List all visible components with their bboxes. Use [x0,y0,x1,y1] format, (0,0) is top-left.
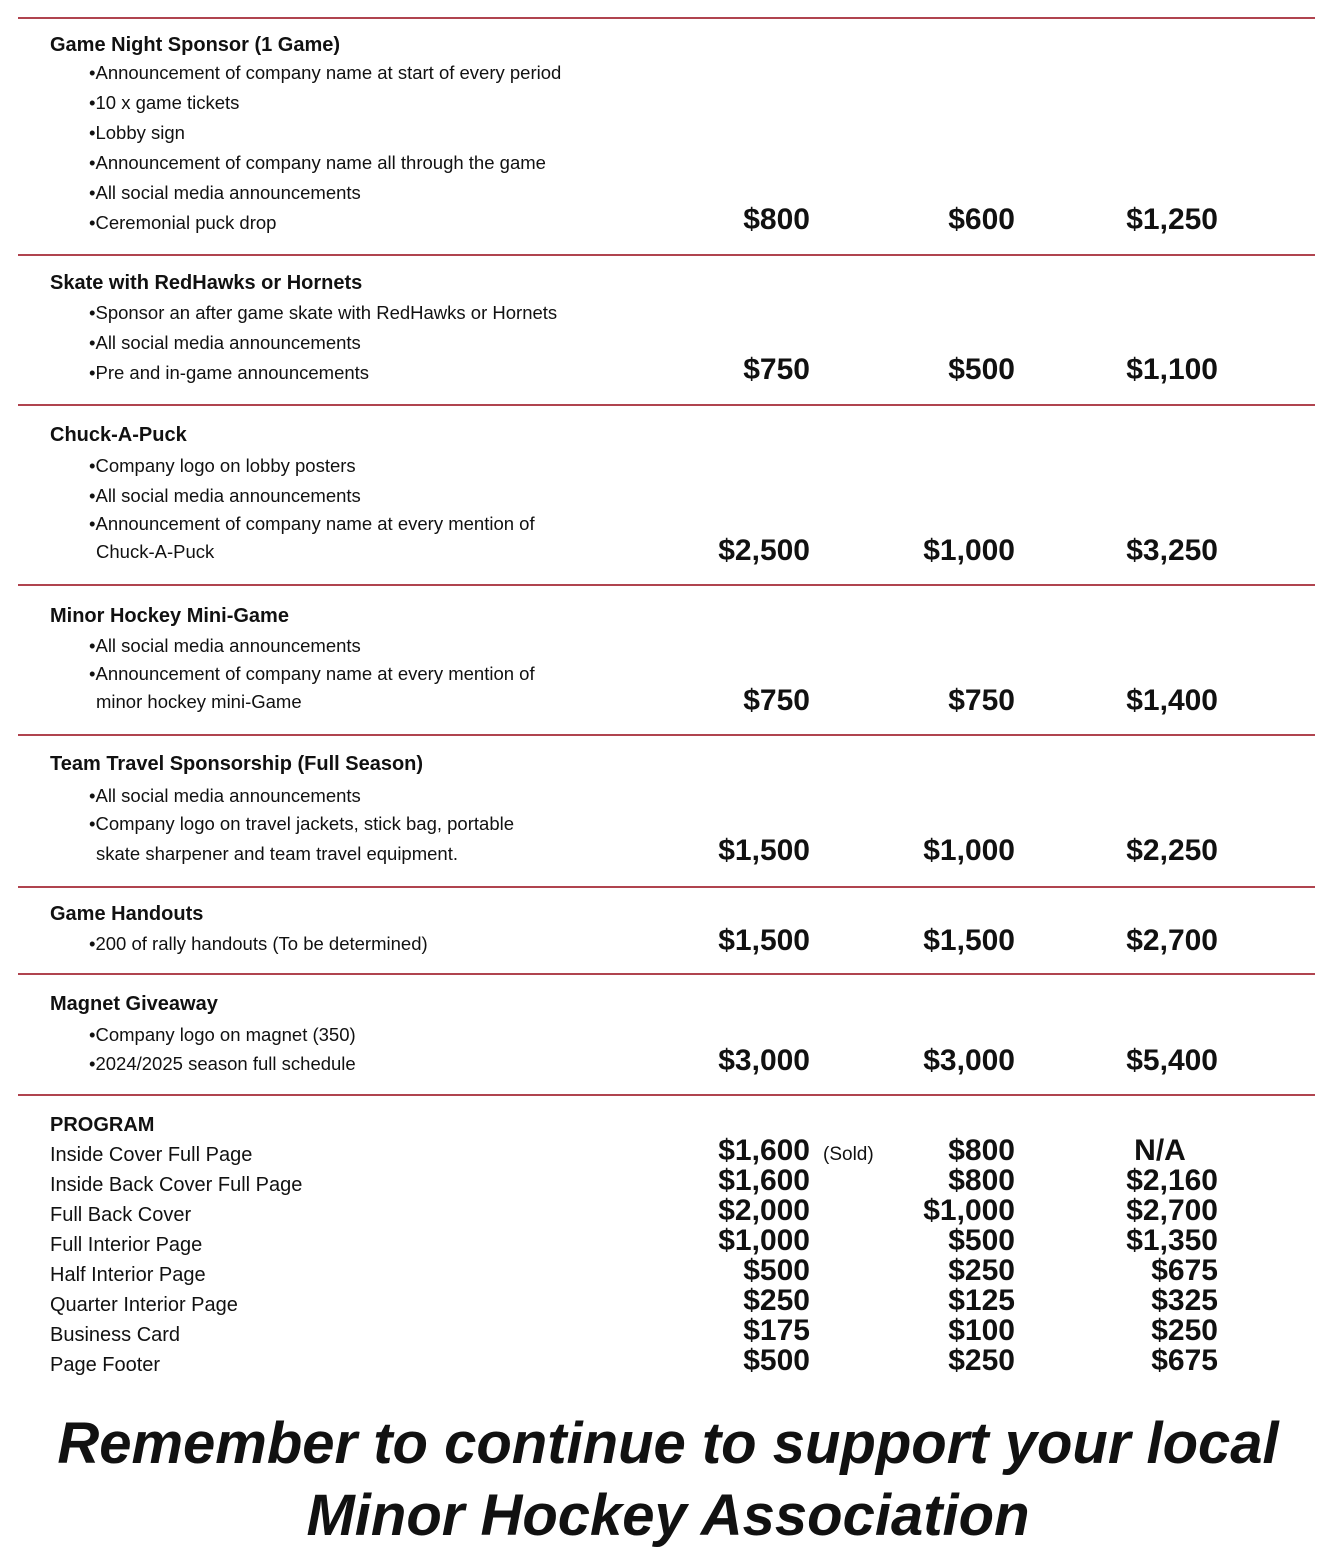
benefit-item: •Pre and in-game announcements [89,362,370,383]
benefit-item: •Lobby sign [89,122,185,143]
price-column-3: $1,400 [1126,684,1218,717]
program-price-2: $800 [948,1134,1015,1167]
price-column-1: $3,000 [718,1044,810,1077]
price-column-2: $500 [948,353,1015,386]
price-column-2: $1,500 [923,924,1015,957]
section-title: Team Travel Sponsorship (Full Season) [50,753,424,775]
benefit-item: •Company logo on travel jackets, stick bag, portable [89,813,515,834]
divider-rule [18,584,1315,586]
price-column-2: $3,000 [923,1044,1015,1077]
divider-rule [18,404,1315,406]
benefit-item: •200 of rally handouts (To be determined) [89,933,428,954]
divider-rule [18,886,1315,888]
section-title: Chuck-A-Puck [50,424,187,446]
price-column-3: $1,100 [1126,353,1218,386]
divider-rule [18,973,1315,975]
closing-message-line-1: Remember to continue to support your local [57,1411,1279,1476]
program-row-label: Half Interior Page [50,1264,206,1286]
program-row-label: Inside Cover Full Page [50,1144,253,1166]
benefit-item: •Announcement of company name at start of every period [89,62,562,83]
program-price-2: $800 [948,1164,1015,1197]
divider-rule [18,1094,1315,1096]
benefit-item: •All social media announcements [89,635,361,656]
program-price-2: $125 [948,1284,1015,1317]
program-price-1: $2,000 [718,1194,810,1227]
benefit-item: •2024/2025 season full schedule [89,1053,356,1074]
program-price-3: $2,700 [1126,1194,1218,1227]
price-column-1: $1,500 [718,924,810,957]
program-row-label: Page Footer [50,1354,161,1376]
program-price-3: $675 [1151,1254,1218,1287]
benefit-item: •10 x game tickets [89,92,240,113]
section-title: Magnet Giveaway [50,993,218,1015]
benefit-item: •Sponsor an after game skate with RedHawks or Hornets [89,302,558,323]
price-column-3: $2,700 [1126,924,1218,957]
benefit-item: •Announcement of company name at every mention of [89,663,535,684]
section-title: Game Handouts [50,903,204,925]
price-column-2: $750 [948,684,1015,717]
program-price-1: $1,600 [718,1164,810,1197]
benefit-item: •All social media announcements [89,485,361,506]
price-column-1: $800 [743,203,810,236]
sold-note: (Sold) [823,1144,874,1165]
price-column-3: $1,250 [1126,203,1218,236]
benefit-item: •Company logo on magnet (350) [89,1024,356,1045]
divider-rule [18,17,1315,19]
program-price-2: $1,000 [923,1194,1015,1227]
section-title: Skate with RedHawks or Hornets [50,272,363,294]
benefit-item: •Ceremonial puck drop [89,212,277,233]
section-title: Game Night Sponsor (1 Game) [50,34,341,56]
divider-rule [18,254,1315,256]
benefit-item: •All social media announcements [89,785,361,806]
program-price-1: $1,000 [718,1224,810,1257]
price-column-3: $2,250 [1126,834,1218,867]
program-price-1: $250 [743,1284,810,1317]
program-price-1: $500 [743,1344,810,1377]
program-price-3: $2,160 [1126,1164,1218,1197]
program-price-2: $250 [948,1344,1015,1377]
closing-message-line-2: Minor Hockey Association [306,1483,1030,1548]
benefit-item: •Announcement of company name at every mention of [89,513,535,534]
benefit-item: •Company logo on lobby posters [89,455,356,476]
benefit-item: •All social media announcements [89,332,361,353]
section-title: Minor Hockey Mini-Game [50,605,289,627]
benefit-item-continued: minor hockey mini-Game [96,691,302,712]
price-column-1: $750 [743,684,810,717]
program-title: PROGRAM [50,1114,155,1136]
program-price-3: $1,350 [1126,1224,1218,1257]
benefit-item: •All social media announcements [89,182,361,203]
program-row-label: Inside Back Cover Full Page [50,1174,303,1196]
price-column-3: $3,250 [1126,534,1218,567]
program-price-3: N/A [1134,1134,1186,1167]
benefit-item: •Announcement of company name all through the game [89,152,546,173]
program-price-3: $250 [1151,1314,1218,1347]
benefit-item-continued: Chuck-A-Puck [96,541,215,562]
program-row-label: Full Interior Page [50,1234,203,1256]
price-column-2: $1,000 [923,534,1015,567]
price-column-1: $2,500 [718,534,810,567]
program-price-2: $500 [948,1224,1015,1257]
program-price-3: $675 [1151,1344,1218,1377]
price-column-3: $5,400 [1126,1044,1218,1077]
benefit-item-continued: skate sharpener and team travel equipment. [96,843,458,864]
price-column-1: $1,500 [718,834,810,867]
program-row-label: Business Card [50,1324,181,1346]
program-price-2: $250 [948,1254,1015,1287]
price-column-1: $750 [743,353,810,386]
program-price-3: $325 [1151,1284,1218,1317]
program-row-label: Quarter Interior Page [50,1294,238,1316]
divider-rule [18,734,1315,736]
program-price-1: $500 [743,1254,810,1287]
program-price-2: $100 [948,1314,1015,1347]
price-column-2: $1,000 [923,834,1015,867]
program-price-1: $175 [743,1314,810,1347]
program-price-1: $1,600 [718,1134,810,1167]
program-row-label: Full Back Cover [50,1204,192,1226]
price-column-2: $600 [948,203,1015,236]
